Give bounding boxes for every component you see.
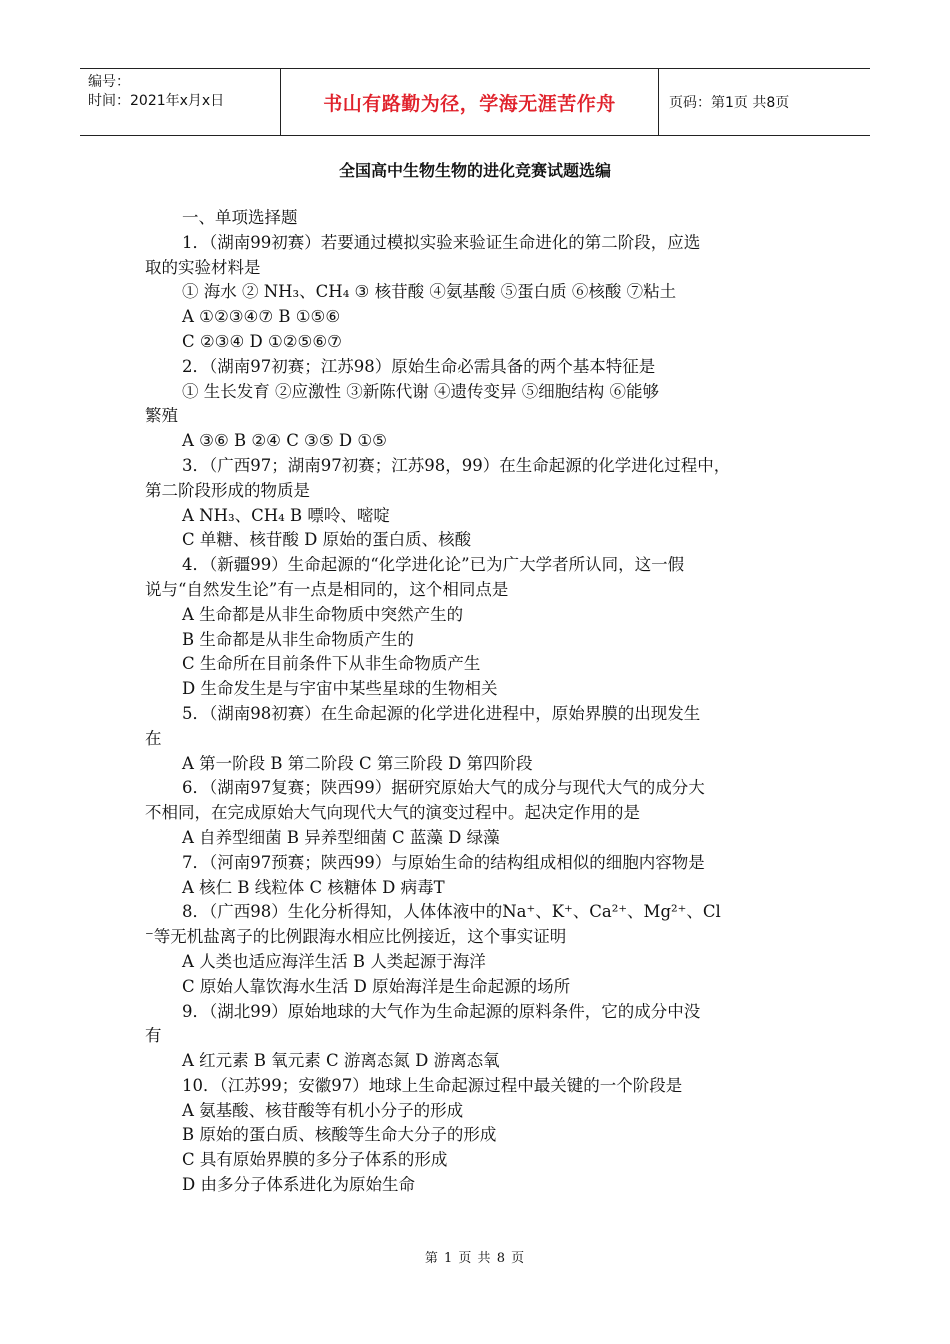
text-line: 6．（湖南97复赛；陕西99）据研究原始大气的成分与现代大气的成分大 — [182, 778, 705, 798]
text-line: 不相同，在完成原始大气向现代大气的演变过程中。起决定作用的是 — [145, 803, 640, 823]
text-line: 2．（湖南97初赛；江苏98）原始生命必需具备的两个基本特征是 — [182, 356, 656, 376]
text-line: 在 — [145, 728, 162, 748]
text-line: C 单糖、核苷酸 D 原始的蛋白质、核酸 — [182, 530, 472, 550]
text-line: D 生命发生是与宇宙中某些星球的生物相关 — [182, 679, 498, 699]
text-line: A 生命都是从非生命物质中突然产生的 — [182, 604, 464, 624]
date-label: 时间：2021年x月x日 — [88, 93, 225, 109]
text-line: 9．（湖北99）原始地球的大气作为生命起源的原料条件，它的成分中没 — [182, 1001, 701, 1021]
section-heading: 一、单项选择题 — [182, 208, 298, 227]
text-line: ① 海水 ② NH₃、CH₄ ③ 核苷酸 ④氨基酸 ⑤蛋白质 ⑥核酸 ⑦粘土 — [182, 282, 677, 302]
text-line: A 人类也适应海洋生活 B 人类起源于海洋 — [182, 951, 486, 971]
text-line: 有 — [145, 1026, 162, 1046]
text-line: 取的实验材料是 — [145, 257, 261, 277]
text-line: A ①②③④⑦ B ①⑤⑥ — [182, 307, 341, 327]
text-line: 4．（新疆99）生命起源的“化学进化论”已为广大学者所认同，这一假 — [182, 555, 685, 575]
text-line: 8．（广西98）生化分析得知，人体体液中的Na⁺、K⁺、Ca²⁺、Mg²⁺、Cl — [182, 902, 721, 922]
text-line: B 生命都是从非生命物质产生的 — [182, 629, 414, 649]
text-line: ① 生长发育 ②应激性 ③新陈代谢 ④遗传变异 ⑤细胞结构 ⑥能够 — [182, 381, 659, 401]
text-line: 7．（河南97预赛；陕西99）与原始生命的结构组成相似的细胞内容物是 — [182, 852, 705, 872]
text-line: A 第一阶段 B 第二阶段 C 第三阶段 D 第四阶段 — [182, 753, 533, 773]
text-line: D 由多分子体系进化为原始生命 — [182, 1175, 415, 1195]
motto: 书山有路勤为径，学海无涯苦作舟 — [281, 69, 659, 135]
text-line: C 生命所在目前条件下从非生命物质产生 — [182, 654, 481, 674]
text-line: 1．（湖南99初赛）若要通过模拟实验来验证生命进化的第二阶段，应选 — [182, 232, 701, 252]
text-line: B 原始的蛋白质、核酸等生命大分子的形成 — [182, 1125, 497, 1145]
text-line: 5．（湖南98初赛）在生命起源的化学进化进程中，原始界膜的出现发生 — [182, 703, 701, 723]
page-footer: 第 1 页 共 8 页 — [424, 1251, 526, 1266]
text-line: 繁殖 — [145, 406, 178, 426]
text-line: C ②③④ D ①②⑤⑥⑦ — [182, 331, 342, 351]
text-line: 说与“自然发生论”有一点是相同的，这个相同点是 — [145, 579, 509, 599]
question-body — [145, 206, 805, 1198]
text-line: ⁻等无机盐离子的比例跟海水相应比例接近，这个事实证明 — [145, 927, 567, 947]
document-title: 全国高中生物生物的进化竞赛试题选编 — [338, 161, 611, 180]
text-line: A ③⑥ B ②④ C ③⑤ D ①⑤ — [182, 431, 387, 451]
code-label: 编号： — [88, 74, 130, 90]
text-line: A 自养型细菌 B 异养型细菌 C 蓝藻 D 绿藻 — [182, 827, 500, 847]
page-label: 页码：第1页 共8页 — [669, 95, 790, 111]
text-line: C 具有原始界膜的多分子体系的形成 — [182, 1150, 448, 1170]
text-line: 3．（广西97；湖南97初赛；江苏98，99）在生命起源的化学进化过程中， — [182, 455, 731, 475]
text-line: A 红元素 B 氧元素 C 游离态氮 D 游离态氧 — [182, 1051, 500, 1071]
header-meta — [80, 69, 281, 135]
text-line: A 氨基酸、核苷酸等有机小分子的形成 — [182, 1100, 464, 1120]
header-table — [80, 68, 870, 136]
text-line: 第二阶段形成的物质是 — [145, 480, 310, 500]
text-line: C 原始人靠饮海水生活 D 原始海洋是生命起源的场所 — [182, 976, 571, 996]
text-line: 10．（江苏99；安徽97）地球上生命起源过程中最关键的一个阶段是 — [182, 1075, 683, 1095]
text-line: A NH₃、CH₄ B 嘌呤、嘧啶 — [182, 505, 390, 525]
text-line: A 核仁 B 线粒体 C 核糖体 D 病毒T — [182, 877, 445, 897]
